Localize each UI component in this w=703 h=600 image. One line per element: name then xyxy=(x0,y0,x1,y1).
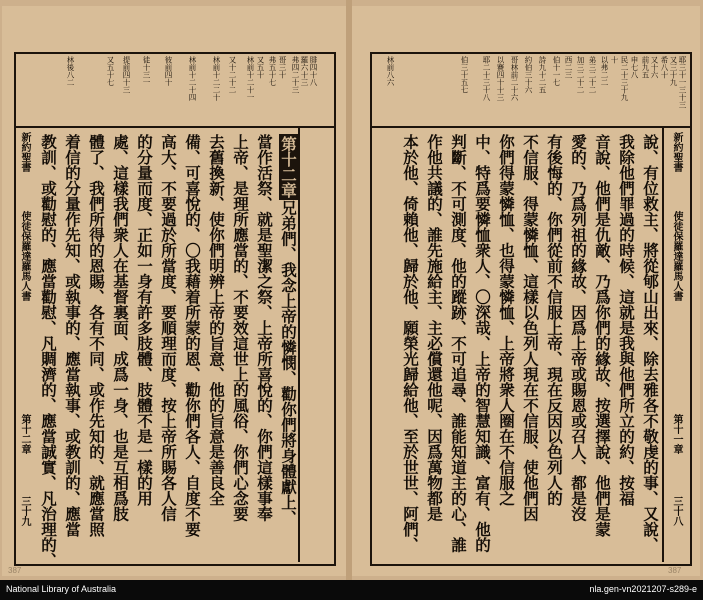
right-margin-divider xyxy=(662,128,664,562)
right-body-line-4: 愛的、乃爲列祖的緣故、因爲上帝或賜恩或召人、都是沒 xyxy=(569,134,588,522)
left-body-line-4: 去舊換新、使你們明辨上帝的旨意、他的旨意是善良全 xyxy=(207,134,226,506)
right-page xyxy=(352,6,700,576)
archive-footer xyxy=(0,580,703,600)
right-note-17: 以賽四十十三 xyxy=(496,56,505,101)
right-note-1: 耶三十一三十三 xyxy=(678,56,687,109)
right-note-19: 伯三十五七 xyxy=(460,56,469,94)
left-body-line-11: 教訓、或勸慰的、應當勸慰、凡賙濟的、應當誠實、凡治理的、 xyxy=(39,134,58,568)
left-note-3: 弗四二十三 xyxy=(291,56,300,94)
right-body-line-7: 你們得蒙憐恤、也得蒙憐恤、上帝將衆人圈在不信服之 xyxy=(497,134,516,506)
left-body-line-6: 高大、不要過於所當度、要順理而度、按上帝所賜各人信 xyxy=(159,134,178,522)
right-note-10: 弟三二十二 xyxy=(588,56,597,94)
right-page-number: 三十八 xyxy=(671,496,682,526)
right-body-line-8: 中、特爲要憐恤衆人、〇深哉、上帝的智慧知識、富有、他的 xyxy=(473,134,492,553)
right-body-line-2: 我除他們罪過的時候、這就是我與他們所立的約、按福 xyxy=(617,134,636,506)
right-note-11: 加三二十二 xyxy=(576,56,585,94)
left-note-6: 又五十 xyxy=(256,56,265,79)
right-body-line-3: 音說、他們是仇敵、乃爲你們的緣故、按選擇說、他們是蒙 xyxy=(593,134,612,537)
left-note-7: 林前十二十一 xyxy=(246,56,255,101)
right-body-line-11: 本於他、倚賴他、歸於他、願榮光歸給他、至於世世、阿們、 xyxy=(401,134,420,553)
chapter-twelve-mark: 第十二章 xyxy=(279,136,298,198)
left-body-line-5: 備、可喜悅的、〇我藉着所蒙的恩、勸你們各人、自度不要 xyxy=(183,134,202,537)
left-note-10: 林前十二十四 xyxy=(188,56,197,101)
left-body-line-3: 上帝、是理所應當的、不要效這世上的風俗、你們心念要 xyxy=(231,134,250,522)
left-body-line-10: 着信的分量作先知、或執事的、應當執事、或教訓的、應當 xyxy=(63,134,82,537)
left-pencil-mark: 387 xyxy=(8,566,22,575)
right-body-line-1: 說、有位救主、將從郇山出來、除去雅各不敬虔的事、又說、 xyxy=(641,134,660,553)
right-note-3: 希八十 xyxy=(660,56,669,79)
right-pencil-mark: 387 xyxy=(668,566,682,575)
left-note-5: 弗五十七 xyxy=(268,56,277,86)
right-note-14: 詩九十二五 xyxy=(538,56,547,94)
left-note-15: 林後八二 xyxy=(66,56,75,86)
left-body-line-2: 當作活祭、就是聖潔之祭、上帝所喜悅的、你們這樣事奉 xyxy=(255,134,274,522)
left-note-8: 又十二十二 xyxy=(228,56,237,94)
right-body-line-9: 判斷、不可測度、他的蹤跡、不可追尋、誰能知道主的心、誰 xyxy=(449,134,468,553)
right-note-8: 十 xyxy=(610,56,619,64)
left-note-12: 徒十三一 xyxy=(142,56,151,86)
left-note-4: 哥三十 xyxy=(278,56,287,79)
right-note-5: 前九五 xyxy=(641,56,650,79)
right-note-13: 伯十一七 xyxy=(552,56,561,86)
right-note-9: 以弗二二 xyxy=(600,56,609,86)
right-body-line-6: 不信服、得蒙憐恤、這樣以色列人現在不信服、使他們因 xyxy=(521,134,540,522)
left-page-number: 三十九 xyxy=(19,496,30,526)
right-note-12: 西二三 xyxy=(564,56,573,79)
right-body-line-10: 作他共議的、誰先施給主、主必償還他呢、因爲萬物都是 xyxy=(425,134,444,522)
left-margin-divider xyxy=(298,128,300,562)
left-body-line-1-text: 兄弟們、我念上帝的憐憫、勸你們將身體獻上、 xyxy=(279,200,298,526)
right-running-title: 使徒保羅達羅馬人書 xyxy=(671,211,682,301)
left-note-14: 又五十七 xyxy=(106,56,115,86)
item-identifier: nla.gen-vn2021207-s289-e xyxy=(589,584,697,594)
right-body-line-5: 有後悔的、你們從前不信服上帝、現在反因以色列人的 xyxy=(545,134,564,506)
right-chapter-label: 第十一章 xyxy=(671,414,682,454)
right-book-title: 新約聖書 xyxy=(671,132,682,172)
right-note-6: 申七八 xyxy=(630,56,639,79)
right-notes-divider xyxy=(370,126,690,128)
right-note-16: 哥林前二十六 xyxy=(510,56,519,101)
left-book-title: 新約聖書 xyxy=(19,132,30,172)
left-note-9: 林前十二二十 xyxy=(212,56,221,101)
left-chapter-label: 第十二章 xyxy=(19,414,30,454)
left-notes-divider xyxy=(14,126,334,128)
left-note-13: 提前四十三 xyxy=(122,56,131,94)
right-note-18: 耶二十三十八 xyxy=(482,56,491,101)
left-body-line-8: 處、這樣我們衆人在基督裏面、成爲一身、也是互相爲肢 xyxy=(111,134,130,522)
left-note-1: 腓四十八 xyxy=(309,56,318,86)
left-note-2: 羅六十三 xyxy=(300,56,309,86)
right-note-2: 又三十九 xyxy=(669,56,678,86)
right-note-15: 約伯三十六 xyxy=(524,56,533,94)
right-note-7: 民二十三十九 xyxy=(620,56,629,101)
left-page xyxy=(2,6,346,576)
library-name: National Library of Australia xyxy=(6,584,117,594)
right-note-4: 又十六 xyxy=(650,56,659,79)
left-body-line-1 xyxy=(278,134,298,526)
left-body-line-9: 體了、我們所得的恩賜、各有不同、或作先知的、就應當照 xyxy=(87,134,106,537)
left-body-line-7: 的分量而度、正如一身有許多肢體、肢體不是一樣的用 xyxy=(135,134,154,506)
right-note-20: 林前八六 xyxy=(386,56,395,86)
left-running-title: 使徒保羅達羅馬人書 xyxy=(19,211,30,301)
left-note-11: 彼前四十 xyxy=(164,56,173,86)
